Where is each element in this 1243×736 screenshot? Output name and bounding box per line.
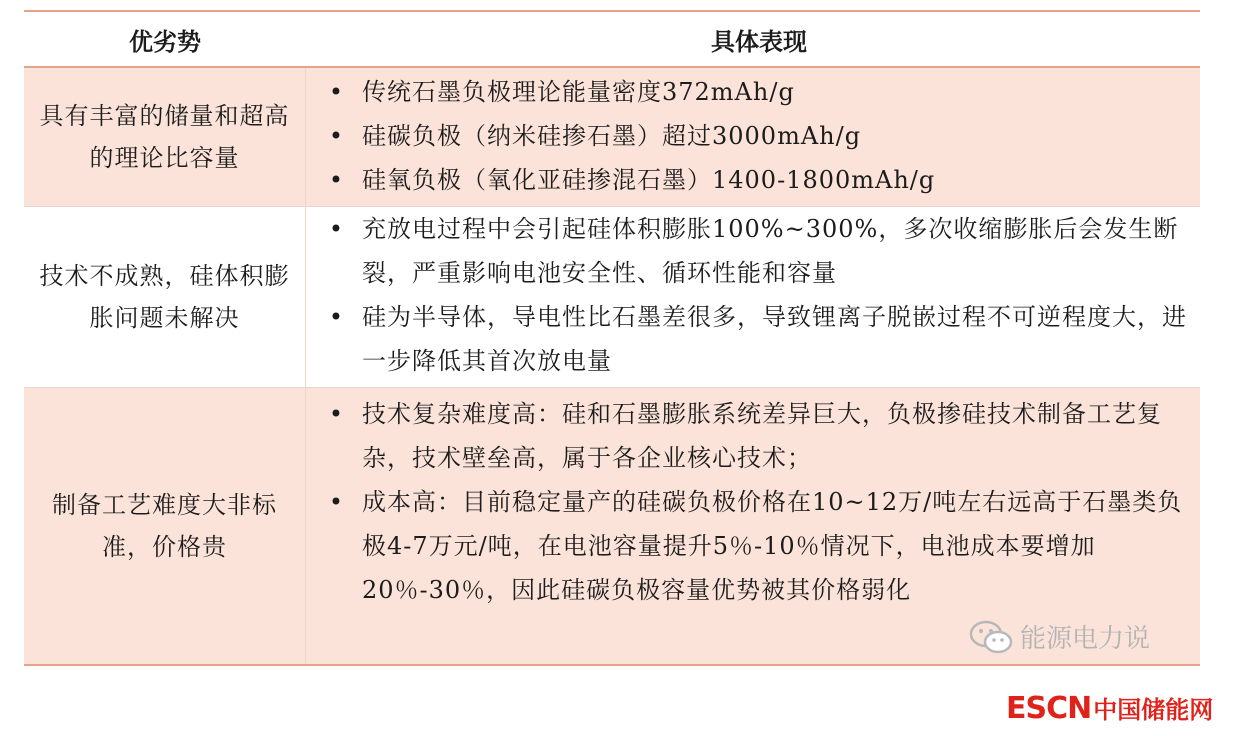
list-item xyxy=(310,207,1196,295)
header-details: 具体表现 xyxy=(711,26,807,56)
table-header xyxy=(24,12,1200,68)
list-item-text: 充放电过程中会引起硅体积膨胀100%~300%，多次收缩膨胀后会发生断裂，严重影响电池安全性、循环性能和容量 xyxy=(362,215,1179,287)
bullet-icon: • xyxy=(328,488,344,516)
bullet-icon: • xyxy=(328,303,344,331)
list-item-text: 硅碳负极（纳米硅掺石墨）超过3000mAh/g xyxy=(362,122,862,150)
list-item-text: 技术复杂难度高：硅和石墨膨胀系统差异巨大，负极掺硅技术制备工艺复杂，技术壁垒高，属于各企业核心技术； xyxy=(362,400,1162,472)
list-item xyxy=(310,70,1196,114)
bullet-icon: • xyxy=(328,215,344,243)
list-item xyxy=(310,392,1196,480)
bullet-icon: • xyxy=(328,166,344,194)
table-row xyxy=(24,68,1200,206)
comparison-table xyxy=(24,10,1200,666)
list-item-text: 传统石墨负极理论能量密度372mAh/g xyxy=(362,78,795,106)
list-item-text: 硅为半导体，导电性比石墨差很多，导致锂离子脱嵌过程不可逆程度大，进一步降低其首次放电量 xyxy=(362,303,1187,375)
row-details xyxy=(306,207,1200,387)
list-item-text: 硅氧负极（氧化亚硅掺混石墨）1400-1800mAh/g xyxy=(362,166,936,194)
row-label: 制备工艺难度大非标准，价格贵 xyxy=(24,388,306,664)
row-label: 技术不成熟，硅体积膨胀问题未解决 xyxy=(24,207,306,387)
logo-cn: 中国储能网 xyxy=(1093,696,1214,724)
list-item-text: 成本高：目前稳定量产的硅碳负极价格在10~12万/吨左右远高于石墨类负极4-7万元/吨，在电池容量提升5％-10％情况下，电池成本要增加20％-30％，因此硅碳负极容量优势被其价格弱化 xyxy=(362,488,1183,604)
table-row xyxy=(24,206,1200,387)
bullet-icon: • xyxy=(328,78,344,106)
list-item xyxy=(310,114,1196,158)
bullet-icon: • xyxy=(328,122,344,150)
watermark-text: 能源电力说 xyxy=(1020,624,1151,654)
watermark xyxy=(968,618,1150,655)
logo-en: ESCN xyxy=(1006,691,1092,726)
list-item xyxy=(310,480,1196,612)
list-item xyxy=(310,295,1196,383)
list-item xyxy=(310,158,1196,202)
row-label: 具有丰富的储量和超高的理论比容量 xyxy=(24,68,306,206)
wechat-icon xyxy=(968,619,1014,655)
escn-logo xyxy=(1006,690,1213,726)
row-details xyxy=(306,68,1200,206)
header-pros-cons: 优劣势 xyxy=(129,26,201,56)
bullet-icon: • xyxy=(328,400,344,428)
